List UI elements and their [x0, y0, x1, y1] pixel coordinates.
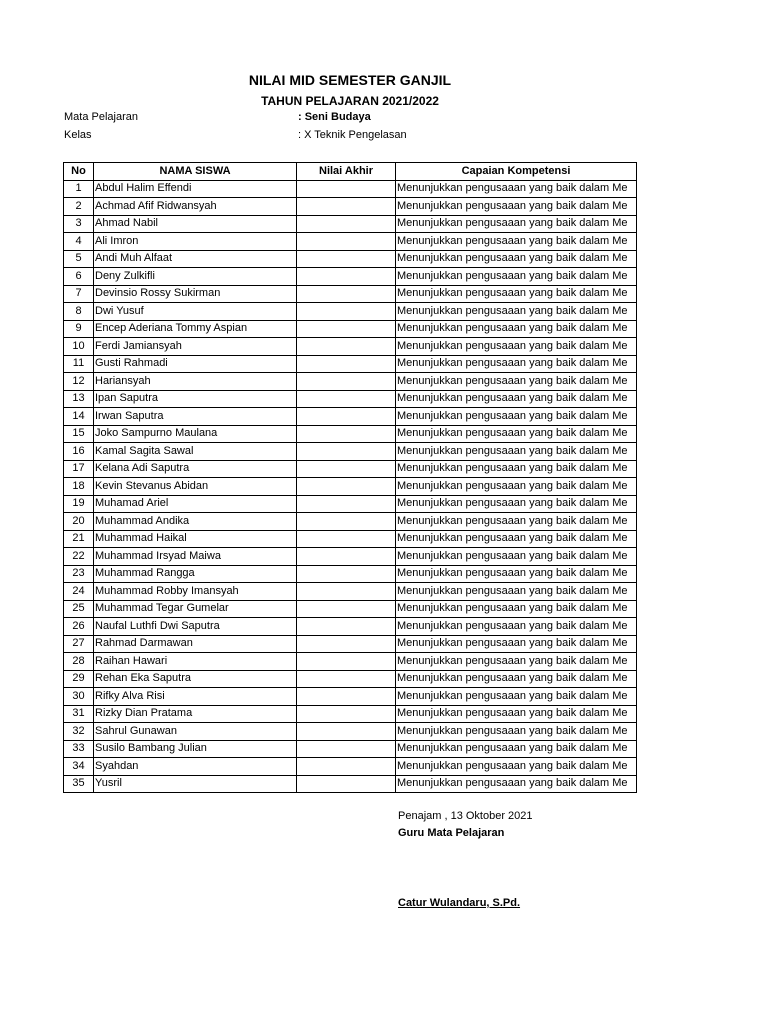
row-number: 15	[64, 425, 94, 443]
row-number: 28	[64, 653, 94, 671]
student-name: Sahrul Gunawan	[94, 723, 297, 741]
table-row	[64, 425, 637, 443]
student-name: Irwan Saputra	[94, 408, 297, 426]
student-name: Muhammad Robby Imansyah	[94, 583, 297, 601]
row-number: 33	[64, 740, 94, 758]
final-score	[297, 618, 396, 636]
final-score	[297, 775, 396, 793]
final-score	[297, 250, 396, 268]
final-score	[297, 653, 396, 671]
table-row	[64, 355, 637, 373]
student-name: Muhammad Haikal	[94, 530, 297, 548]
table-row	[64, 390, 637, 408]
row-number: 23	[64, 565, 94, 583]
table-row	[64, 198, 637, 216]
table-row	[64, 408, 637, 426]
student-name: Ahmad Nabil	[94, 215, 297, 233]
table-row	[64, 443, 637, 461]
row-number: 29	[64, 670, 94, 688]
competency-text: Menunjukkan pengusaaan yang baik dalam Me	[396, 565, 637, 583]
competency-text: Menunjukkan pengusaaan yang baik dalam Me	[396, 530, 637, 548]
competency-text: Menunjukkan pengusaaan yang baik dalam Me	[396, 775, 637, 793]
row-number: 3	[64, 215, 94, 233]
competency-text: Menunjukkan pengusaaan yang baik dalam Me	[396, 285, 637, 303]
final-score	[297, 303, 396, 321]
row-number: 9	[64, 320, 94, 338]
student-name: Ferdi Jamiansyah	[94, 338, 297, 356]
competency-text: Menunjukkan pengusaaan yang baik dalam Me	[396, 320, 637, 338]
class-value: : X Teknik Pengelasan	[298, 129, 407, 141]
final-score	[297, 548, 396, 566]
student-name: Achmad Afif Ridwansyah	[94, 198, 297, 216]
student-name: Rifky Alva Risi	[94, 688, 297, 706]
competency-text: Menunjukkan pengusaaan yang baik dalam Me	[396, 478, 637, 496]
table-row	[64, 705, 637, 723]
table-row	[64, 670, 637, 688]
student-name: Rahmad Darmawan	[94, 635, 297, 653]
document-title: NILAI MID SEMESTER GANJIL	[248, 72, 452, 88]
grades-table	[63, 162, 637, 793]
table-row	[64, 618, 637, 636]
document-subtitle: TAHUN PELAJARAN 2021/2022	[261, 94, 439, 108]
table-row	[64, 303, 637, 321]
competency-text: Menunjukkan pengusaaan yang baik dalam Me	[396, 688, 637, 706]
row-number: 17	[64, 460, 94, 478]
final-score	[297, 495, 396, 513]
competency-text: Menunjukkan pengusaaan yang baik dalam Me	[396, 215, 637, 233]
final-score	[297, 758, 396, 776]
header-score: Nilai Akhir	[297, 163, 396, 181]
final-score	[297, 600, 396, 618]
final-score	[297, 215, 396, 233]
final-score	[297, 390, 396, 408]
student-name: Raihan Hawari	[94, 653, 297, 671]
student-name: Muhamad Ariel	[94, 495, 297, 513]
row-number: 14	[64, 408, 94, 426]
student-name: Muhammad Andika	[94, 513, 297, 531]
row-number: 35	[64, 775, 94, 793]
student-name: Hariansyah	[94, 373, 297, 391]
row-number: 20	[64, 513, 94, 531]
class-label: Kelas	[64, 129, 92, 141]
table-row	[64, 250, 637, 268]
final-score	[297, 635, 396, 653]
final-score	[297, 268, 396, 286]
student-name: Devinsio Rossy Sukirman	[94, 285, 297, 303]
table-row	[64, 548, 637, 566]
header-no: No	[64, 163, 94, 181]
competency-text: Menunjukkan pengusaaan yang baik dalam Me	[396, 705, 637, 723]
competency-text: Menunjukkan pengusaaan yang baik dalam Me	[396, 390, 637, 408]
table-row	[64, 653, 637, 671]
final-score	[297, 460, 396, 478]
header-competency: Capaian Kompetensi	[396, 163, 637, 181]
student-name: Ali Imron	[94, 233, 297, 251]
competency-text: Menunjukkan pengusaaan yang baik dalam Me	[396, 198, 637, 216]
final-score	[297, 583, 396, 601]
row-number: 8	[64, 303, 94, 321]
student-name: Dwi Yusuf	[94, 303, 297, 321]
row-number: 18	[64, 478, 94, 496]
signature-place-date: Penajam , 13 Oktober 2021	[398, 810, 533, 822]
competency-text: Menunjukkan pengusaaan yang baik dalam Me	[396, 425, 637, 443]
final-score	[297, 425, 396, 443]
student-name: Kamal Sagita Sawal	[94, 443, 297, 461]
row-number: 7	[64, 285, 94, 303]
competency-text: Menunjukkan pengusaaan yang baik dalam Me	[396, 303, 637, 321]
table-row	[64, 373, 637, 391]
competency-text: Menunjukkan pengusaaan yang baik dalam Me	[396, 600, 637, 618]
competency-text: Menunjukkan pengusaaan yang baik dalam Me	[396, 653, 637, 671]
row-number: 4	[64, 233, 94, 251]
competency-text: Menunjukkan pengusaaan yang baik dalam Me	[396, 635, 637, 653]
table-row	[64, 775, 637, 793]
row-number: 24	[64, 583, 94, 601]
table-row	[64, 460, 637, 478]
final-score	[297, 320, 396, 338]
competency-text: Menunjukkan pengusaaan yang baik dalam Me	[396, 670, 637, 688]
student-name: Deny Zulkifli	[94, 268, 297, 286]
table-row	[64, 583, 637, 601]
row-number: 27	[64, 635, 94, 653]
final-score	[297, 478, 396, 496]
student-name: Abdul Halim Effendi	[94, 180, 297, 198]
competency-text: Menunjukkan pengusaaan yang baik dalam Me	[396, 513, 637, 531]
competency-text: Menunjukkan pengusaaan yang baik dalam Me	[396, 758, 637, 776]
table-row	[64, 723, 637, 741]
table-row	[64, 758, 637, 776]
final-score	[297, 513, 396, 531]
table-row	[64, 530, 637, 548]
subject-value: : Seni Budaya	[298, 111, 371, 123]
student-name: Yusril	[94, 775, 297, 793]
student-name: Muhammad Rangga	[94, 565, 297, 583]
competency-text: Menunjukkan pengusaaan yang baik dalam Me	[396, 495, 637, 513]
table-header-row	[64, 163, 637, 181]
row-number: 31	[64, 705, 94, 723]
student-name: Ipan Saputra	[94, 390, 297, 408]
competency-text: Menunjukkan pengusaaan yang baik dalam Me	[396, 338, 637, 356]
row-number: 12	[64, 373, 94, 391]
table-row	[64, 320, 637, 338]
final-score	[297, 740, 396, 758]
competency-text: Menunjukkan pengusaaan yang baik dalam Me	[396, 548, 637, 566]
final-score	[297, 285, 396, 303]
student-name: Naufal Luthfi Dwi Saputra	[94, 618, 297, 636]
table-row	[64, 495, 637, 513]
table-row	[64, 338, 637, 356]
final-score	[297, 373, 396, 391]
table-row	[64, 180, 637, 198]
signature-role: Guru Mata Pelajaran	[398, 827, 505, 839]
student-name: Encep Aderiana Tommy Aspian	[94, 320, 297, 338]
final-score	[297, 233, 396, 251]
final-score	[297, 355, 396, 373]
row-number: 32	[64, 723, 94, 741]
row-number: 34	[64, 758, 94, 776]
table-row	[64, 215, 637, 233]
subject-label: Mata Pelajaran	[64, 111, 138, 123]
competency-text: Menunjukkan pengusaaan yang baik dalam Me	[396, 233, 637, 251]
final-score	[297, 408, 396, 426]
row-number: 22	[64, 548, 94, 566]
table-row	[64, 688, 637, 706]
final-score	[297, 565, 396, 583]
competency-text: Menunjukkan pengusaaan yang baik dalam Me	[396, 268, 637, 286]
student-name: Joko Sampurno Maulana	[94, 425, 297, 443]
row-number: 21	[64, 530, 94, 548]
table-row	[64, 268, 637, 286]
table-row	[64, 285, 637, 303]
table-row	[64, 513, 637, 531]
competency-text: Menunjukkan pengusaaan yang baik dalam Me	[396, 373, 637, 391]
row-number: 16	[64, 443, 94, 461]
student-name: Rehan Eka Saputra	[94, 670, 297, 688]
header-name: NAMA SISWA	[94, 163, 297, 181]
table-row	[64, 233, 637, 251]
final-score	[297, 688, 396, 706]
competency-text: Menunjukkan pengusaaan yang baik dalam Me	[396, 355, 637, 373]
table-row	[64, 635, 637, 653]
competency-text: Menunjukkan pengusaaan yang baik dalam Me	[396, 583, 637, 601]
table-body	[64, 180, 637, 793]
student-name: Kevin Stevanus Abidan	[94, 478, 297, 496]
competency-text: Menunjukkan pengusaaan yang baik dalam Me	[396, 408, 637, 426]
row-number: 6	[64, 268, 94, 286]
table-row	[64, 478, 637, 496]
row-number: 10	[64, 338, 94, 356]
table-row	[64, 600, 637, 618]
competency-text: Menunjukkan pengusaaan yang baik dalam Me	[396, 740, 637, 758]
student-name: Muhammad Irsyad Maiwa	[94, 548, 297, 566]
final-score	[297, 443, 396, 461]
competency-text: Menunjukkan pengusaaan yang baik dalam Me	[396, 618, 637, 636]
competency-text: Menunjukkan pengusaaan yang baik dalam Me	[396, 443, 637, 461]
row-number: 25	[64, 600, 94, 618]
final-score	[297, 530, 396, 548]
competency-text: Menunjukkan pengusaaan yang baik dalam Me	[396, 250, 637, 268]
final-score	[297, 670, 396, 688]
row-number: 26	[64, 618, 94, 636]
final-score	[297, 723, 396, 741]
student-name: Muhammad Tegar Gumelar	[94, 600, 297, 618]
table-row	[64, 565, 637, 583]
student-name: Gusti Rahmadi	[94, 355, 297, 373]
student-name: Kelana Adi Saputra	[94, 460, 297, 478]
row-number: 19	[64, 495, 94, 513]
row-number: 1	[64, 180, 94, 198]
student-name: Susilo Bambang Julian	[94, 740, 297, 758]
row-number: 2	[64, 198, 94, 216]
signature-name: Catur Wulandaru, S.Pd.	[398, 897, 521, 909]
final-score	[297, 705, 396, 723]
competency-text: Menunjukkan pengusaaan yang baik dalam Me	[396, 460, 637, 478]
row-number: 5	[64, 250, 94, 268]
student-name: Andi Muh Alfaat	[94, 250, 297, 268]
competency-text: Menunjukkan pengusaaan yang baik dalam Me	[396, 180, 637, 198]
student-name: Rizky Dian Pratama	[94, 705, 297, 723]
table-row	[64, 740, 637, 758]
final-score	[297, 198, 396, 216]
row-number: 13	[64, 390, 94, 408]
competency-text: Menunjukkan pengusaaan yang baik dalam Me	[396, 723, 637, 741]
final-score	[297, 180, 396, 198]
row-number: 11	[64, 355, 94, 373]
final-score	[297, 338, 396, 356]
row-number: 30	[64, 688, 94, 706]
student-name: Syahdan	[94, 758, 297, 776]
